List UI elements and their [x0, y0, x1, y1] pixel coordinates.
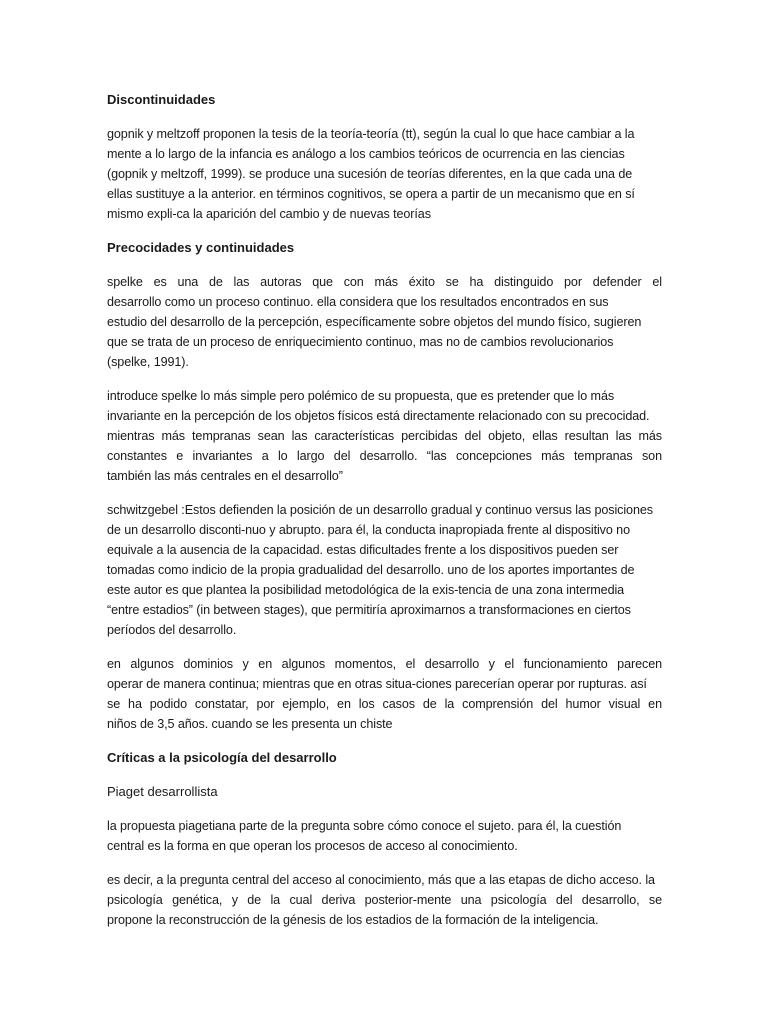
text-line: que se trata de un proceso de enriquecimiento continuo, mas no de cambios revolucionarios — [107, 335, 614, 349]
text-line: mientras más tempranas sean las características percibidas del objeto, ellas resultan las más — [107, 429, 662, 443]
text-line: constantes e invariantes a lo largo del desarrollo. “las concepciones más tempranas son — [107, 449, 662, 463]
text-line: central es la forma en que operan los procesos de acceso al conocimiento. — [107, 839, 518, 853]
text-line: spelke es una de las autoras que con más éxito se ha distinguido por defender el — [107, 275, 662, 289]
text-line: este autor es que plantea la posibilidad metodológica de la exis-tencia de una zona intermedia — [107, 583, 625, 597]
paragraph — [107, 816, 662, 856]
text-line: schwitzgebel :Estos defienden la posición de un desarrollo gradual y continuo versus las posiciones — [107, 503, 653, 517]
text-line: “entre estadios” (in between stages), que permitiría aproximarnos a transformaciones en ciertos — [107, 603, 631, 617]
paragraph — [107, 124, 662, 224]
text-line: períodos del desarrollo. — [107, 623, 237, 637]
text-line: desarrollo como un proceso continuo. ella considera que los resultados encontrados en sus — [107, 295, 609, 309]
text-line: en algunos dominios y en algunos momentos, el desarrollo y el funcionamiento parecen — [107, 657, 662, 671]
text-line: gopnik y meltzoff proponen la tesis de la teoría-teoría (tt), según la cual lo que hace cambiar a la — [107, 127, 635, 141]
text-line: es decir, a la pregunta central del acceso al conocimiento, más que a las etapas de dicho acceso. la — [107, 873, 655, 887]
paragraph — [107, 654, 662, 734]
paragraph — [107, 386, 662, 486]
text-line: mismo expli-ca la aparición del cambio y de nuevas teorías — [107, 207, 431, 221]
text-line: invariante en la percepción de los objetos físicos está directamente relacionado con su precocidad. — [107, 409, 650, 423]
paragraph — [107, 500, 662, 640]
text-line: mente a lo largo de la infancia es análogo a los cambios teóricos de ocurrencia en las ciencias — [107, 147, 625, 161]
text-line: introduce spelke lo más simple pero polémico de su propuesta, que es pretender que lo más — [107, 389, 615, 403]
text-line: (gopnik y meltzoff, 1999). se produce una sucesión de teorías diferentes, en la que cada una de — [107, 167, 633, 181]
text-line: tomadas como indicio de la propia gradualidad del desarrollo. uno de los aportes importantes de — [107, 563, 635, 577]
text-line: (spelke, 1991). — [107, 355, 189, 369]
paragraph — [107, 272, 662, 372]
section-heading-piaget: Piaget desarrollista — [107, 784, 218, 799]
section-heading-discontinuidades: Discontinuidades — [107, 92, 216, 107]
text-line: psicología genética, y de la cual deriva posterior-mente una psicología del desarrollo, se — [107, 893, 662, 907]
text-line: propone la reconstrucción de la génesis de los estadios de la formación de la inteligencia. — [107, 913, 599, 927]
text-line: la propuesta piagetiana parte de la pregunta sobre cómo conoce el sujeto. para él, la cuestión — [107, 819, 622, 833]
paragraph — [107, 870, 662, 930]
text-line: estudio del desarrollo de la percepción, específicamente sobre objetos del mundo físico, sugieren — [107, 315, 642, 329]
text-line: niños de 3,5 años. cuando se les presenta un chiste — [107, 717, 393, 731]
section-heading-precocidades: Precocidades y continuidades — [107, 240, 295, 255]
text-line: operar de manera continua; mientras que en otras situa-ciones parecerían operar por rupturas. así — [107, 677, 647, 691]
text-line: de un desarrollo disconti-nuo y abrupto. para él, la conducta inapropiada frente al dispositivo no — [107, 523, 630, 537]
text-line: se ha podido constatar, por ejemplo, en los casos de la comprensión del humor visual en — [107, 697, 662, 711]
text-line: también las más centrales en el desarrollo” — [107, 469, 343, 483]
text-line: ellas sustituye a la anterior. en términos cognitivos, se opera a partir de un mecanismo que en sí — [107, 187, 635, 201]
text-line: equivale a la ausencia de la capacidad. estas dificultades frente a los dispositivos pueden ser — [107, 543, 619, 557]
section-heading-criticas: Críticas a la psicología del desarrollo — [107, 750, 337, 765]
